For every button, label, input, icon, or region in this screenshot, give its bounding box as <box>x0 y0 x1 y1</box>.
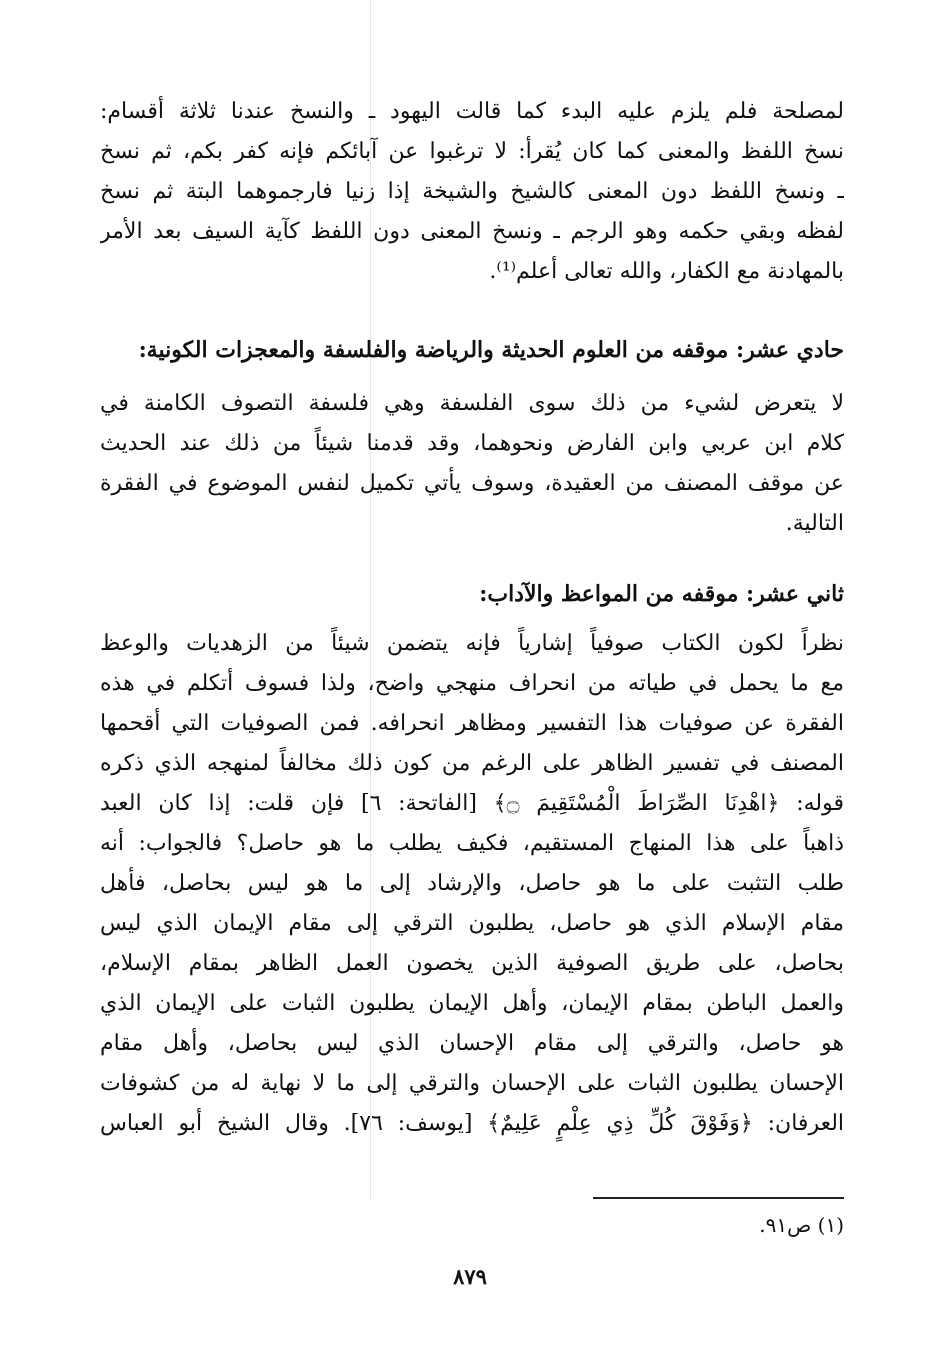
text-line: بحاصل، على طريق الصوفية الذين يخصون العمل الظاهر بمقام الإسلام، <box>100 951 844 976</box>
text-line: لفظه وبقي حكمه وهو الرجم ـ ونسخ المعنى دون اللفظ كآية السيف بعد الأمر <box>100 219 844 244</box>
text-line: نسخ اللفظ والمعنى كما كان يُقرأ: لا ترغبوا عن آبائكم فإنه كفر بكم، ثم نسخ <box>100 139 844 164</box>
heading-text: حادي عشر: موقفه من العلوم الحديثة والرياضة والفلسفة والمعجزات الكونية: <box>138 337 844 363</box>
text-line: عن موقف المصنف من العقيدة، وسوف يأتي تكميل لنفس الموضوع في الفقرة <box>100 471 844 496</box>
text-line: مع ما يحمل في طياته من انحراف منهجي واضح، ولذا فسوف أتكلم في هذه <box>100 671 844 696</box>
text-line: قوله: ﴿اهْدِنَا الصِّرَاطَ الْمُسْتَقِيمَ ۝﴾ [الفاتحة: ٦] فإن قلت: إذا كان العبد <box>100 791 844 816</box>
text-line: التالية. <box>785 511 844 536</box>
text-line: طلب التثبت على ما هو حاصل، والإرشاد إلى ما هو ليس بحاصل، فأهل <box>100 871 844 896</box>
text-line: هو حاصل، والترقي إلى مقام الإحسان الذي ليس بحاصل، وأهل مقام <box>100 1031 844 1056</box>
footnote: (١) ص٩١. <box>759 1213 844 1237</box>
text-line: بالمهادنة مع الكفار، والله تعالى أعلم⁽¹⁾. <box>489 259 844 284</box>
text-line: مقام الإسلام الذي هو حاصل، يطلبون الترقي إلى مقام الإيمان الذي ليس <box>100 911 844 936</box>
page-number: ٨٧٩ <box>453 1264 487 1289</box>
section-heading-eleven <box>100 328 844 372</box>
footnote-divider <box>593 1197 844 1199</box>
paragraph-sermons <box>100 624 844 1144</box>
text-line: كلام ابن عربي وابن الفارض ونحوهما، وقد قدمنا شيئاً من ذلك عند الحديث <box>100 431 844 456</box>
text-line: المصنف في تفسير الظاهر على الرغم من كون ذلك مخالفاً لمنهجه الذي ذكره <box>100 751 844 776</box>
text-line: لا يتعرض لشيء من ذلك سوى الفلسفة وهي فلسفة التصوف الكامنة في <box>100 391 844 416</box>
text-line: ذاهباً على هذا المنهاج المستقيم، فكيف يطلب ما هو حاصل؟ فالجواب: أنه <box>100 831 844 856</box>
paragraph-philosophy <box>100 384 844 544</box>
text-line: العرفان: ﴿وَفَوْقَ كُلِّ ذِي عِلْمٍ عَلِيمٌ﴾ [يوسف: ٧٦]. وقال الشيخ أبو العباس <box>100 1111 844 1136</box>
heading-text: ثاني عشر: موقفه من المواعظ والآداب: <box>479 581 844 607</box>
text-line: لمصلحة فلم يلزم عليه البدء كما قالت اليهود ـ والنسخ عندنا ثلاثة أقسام: <box>100 99 844 124</box>
text-line: الفقرة عن صوفيات هذا التفسير ومظاهر انحرافه. فمن الصوفيات التي أقحمها <box>100 711 844 736</box>
text-line: الإحسان يطلبون الثبات على الإحسان والترقي إلى ما لا نهاية له من كشوفات <box>100 1071 844 1096</box>
paragraph-abrogation <box>100 92 844 292</box>
text-line: والعمل الباطن بمقام الإيمان، وأهل الإيمان يطلبون الثبات على الإيمان الذي <box>100 991 844 1016</box>
section-heading-twelve <box>100 572 844 616</box>
text-line: ـ ونسخ اللفظ دون المعنى كالشيخ والشيخة إذا زنيا فارجموهما البتة ثم نسخ <box>100 179 844 204</box>
text-line: نظراً لكون الكتاب صوفياً إشارياً فإنه يتضمن شيئاً من الزهديات والوعظ <box>100 631 844 656</box>
